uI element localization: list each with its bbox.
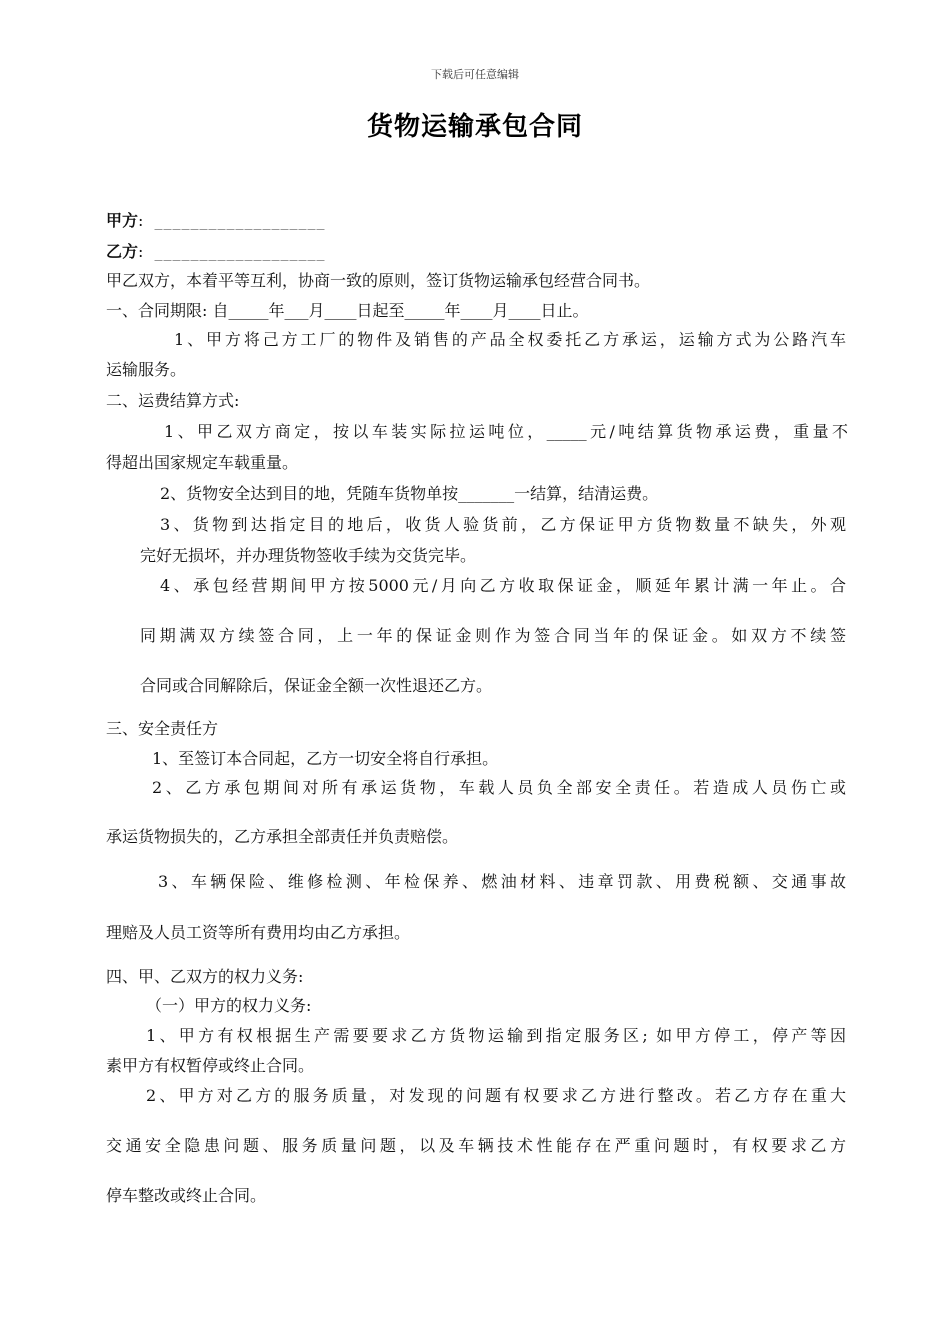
section-1-clause-1-line-2: 运输服务。 [106, 360, 187, 379]
section-1-clause-1-line-1: 1、甲方将己方工厂的物件及销售的产品全权委托乙方承运，运输方式为公路汽车 [174, 330, 846, 349]
section-4-clause-1-line-1: 1、甲方有权根据生产需要要求乙方货物运输到指定服务区; 如甲方停工，停产等因 [146, 1026, 846, 1045]
section-4-clause-1-line-2: 素甲方有权暂停或终止合同。 [106, 1056, 315, 1075]
section-2-clause-4-line-3: 合同或合同解除后，保证金全额一次性退还乙方。 [140, 676, 493, 695]
section-2-clause-3-line-2: 完好无损坏，并办理货物签收手续为交货完毕。 [140, 546, 477, 565]
section-4-clause-2-line-1: 2、甲方对乙方的服务质量，对发现的问题有权要求乙方进行整改。若乙方存在重大 [146, 1086, 846, 1105]
section-3-clause-1: 1、至签订本合同起，乙方一切安全将自行承担。 [152, 749, 499, 768]
intro-line: 甲乙双方，本着平等互利，协商一致的原则，签订货物运输承包经营合同书。 [106, 271, 651, 290]
party-b-line [106, 241, 846, 263]
party-a-line [106, 210, 846, 232]
section-1-heading: 一、合同期限: 自_____年___月____日起至_____年____月____日止。 [106, 301, 589, 320]
section-3-clause-3-line-2: 理赔及人员工资等所有费用均由乙方承担。 [106, 923, 411, 942]
party-b-label: 乙方 [106, 242, 139, 261]
section-2-clause-4-line-1: 4、承包经营期间甲方按5000元/月向乙方收取保证金，顺延年累计满一年止。合 [160, 576, 846, 595]
section-3-heading: 三、安全责任方 [106, 719, 219, 738]
section-4-subheading-1: （一）甲方的权力义务: [146, 996, 312, 1015]
section-2-clause-3-line-1: 3、货物到达指定目的地后，收货人验货前，乙方保证甲方货物数量不缺失，外观 [160, 515, 846, 534]
party-a-blank: ___________________ [154, 211, 326, 230]
party-b-separator: : [138, 242, 144, 261]
section-2-clause-4-line-2: 同期满双方续签合同，上一年的保证金则作为签合同当年的保证金。如双方不续签 [140, 626, 846, 645]
section-4-heading: 四、甲、乙双方的权力义务: [106, 967, 304, 986]
section-2-clause-1-line-2: 得超出国家规定车载重量。 [106, 453, 299, 472]
document-title: 货物运输承包合同 [366, 112, 583, 142]
header-note: 下载后可任意编辑 [431, 68, 519, 81]
section-3-clause-2-line-2: 承运货物损失的，乙方承担全部责任并负责赔偿。 [106, 827, 459, 846]
section-2-clause-1-line-1: 1、甲乙双方商定，按以车装实际拉运吨位，_____元/吨结算货物承运费，重量不 [164, 422, 848, 441]
section-4-clause-2-line-3: 停车整改或终止合同。 [106, 1186, 267, 1205]
section-3-clause-2-line-1: 2、乙方承包期间对所有承运货物，车载人员负全部安全责任。若造成人员伤亡或 [152, 778, 846, 797]
party-b-blank: ___________________ [154, 242, 326, 261]
section-3-clause-3-line-1: 3、车辆保险、维修检测、年检保养、燃油材料、违章罚款、用费税额、交通事故 [158, 872, 846, 891]
party-a-separator: : [138, 211, 144, 230]
section-2-heading: 二、运费结算方式: [106, 391, 240, 410]
section-4-clause-2-line-2: 交通安全隐患问题、服务质量问题，以及车辆技术性能存在严重问题时，有权要求乙方 [106, 1136, 846, 1155]
section-2-clause-2: 2、货物安全达到目的地，凭随车货物单按_______一结算，结清运费。 [160, 484, 659, 503]
party-a-label: 甲方 [106, 211, 139, 230]
